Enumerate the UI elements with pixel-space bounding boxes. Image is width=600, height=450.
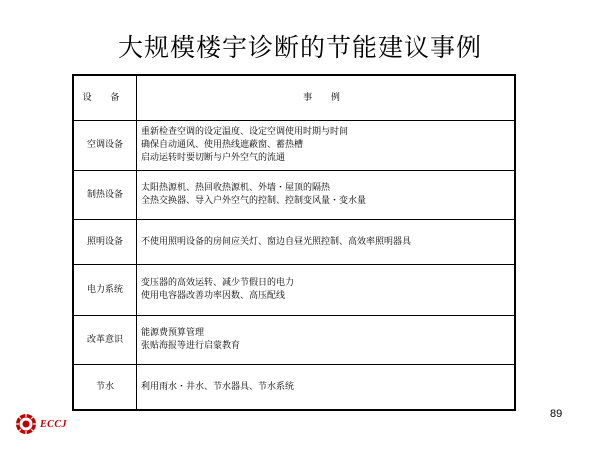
table-header-row [74, 76, 515, 121]
device-cell: 电力系统 [74, 265, 137, 316]
example-cell [137, 316, 515, 365]
example-line: 确保自动通风、使用热线遮蔽窗、蓄热槽 [141, 140, 304, 150]
logo-text: ECCJ [40, 418, 68, 430]
example-line: 能源费预算管理 [141, 328, 205, 338]
device-cell: 节水 [74, 365, 137, 410]
example-line: 太阳热源机、热回收热源机、外墙・屋顶的隔热 [141, 183, 331, 193]
device-cell: 照明设备 [74, 220, 137, 265]
energy-saving-examples-table [73, 75, 515, 410]
table-row [74, 171, 515, 220]
device-cell: 空调设备 [74, 121, 137, 171]
examples-table-container [72, 74, 516, 411]
example-line: 变压器的高效运转、减少节假日的电力 [141, 278, 295, 288]
example-cell [137, 171, 515, 220]
table-row [74, 365, 515, 410]
page-number: 89 [550, 408, 563, 420]
table-row [74, 265, 515, 316]
example-line: 利用雨水・井水、节水器具、节水系统 [141, 381, 295, 392]
example-line: 全热交换器、导入户外空气的控制、控制变风量・变水量 [141, 196, 367, 206]
eccj-logo [15, 413, 67, 435]
example-line: 不使用照明设备的房间应关灯、窗边自昼光照控制、高效率照明器具 [141, 236, 412, 247]
header-device: 设 备 [74, 76, 137, 121]
table-row [74, 121, 515, 171]
example-cell [137, 220, 515, 265]
example-cell [137, 265, 515, 316]
table-row [74, 316, 515, 365]
eccj-emblem-icon [15, 413, 37, 435]
example-line: 张贴海报等进行启蒙教育 [141, 341, 241, 351]
example-line: 使用电容器改善功率因数、高压配线 [141, 291, 286, 301]
example-cell [137, 365, 515, 410]
example-cell [137, 121, 515, 171]
device-cell: 制热设备 [74, 171, 137, 220]
example-line: 重新检查空调的设定温度、设定空调使用时期与时间 [141, 127, 349, 137]
header-example: 事 例 [137, 76, 515, 121]
example-line: 启动运转时要切断与户外空气的流通 [141, 153, 286, 163]
device-cell: 改革意识 [74, 316, 137, 365]
table-row [74, 220, 515, 265]
page-title: 大规模楼宇诊断的节能建议事例 [117, 33, 482, 62]
